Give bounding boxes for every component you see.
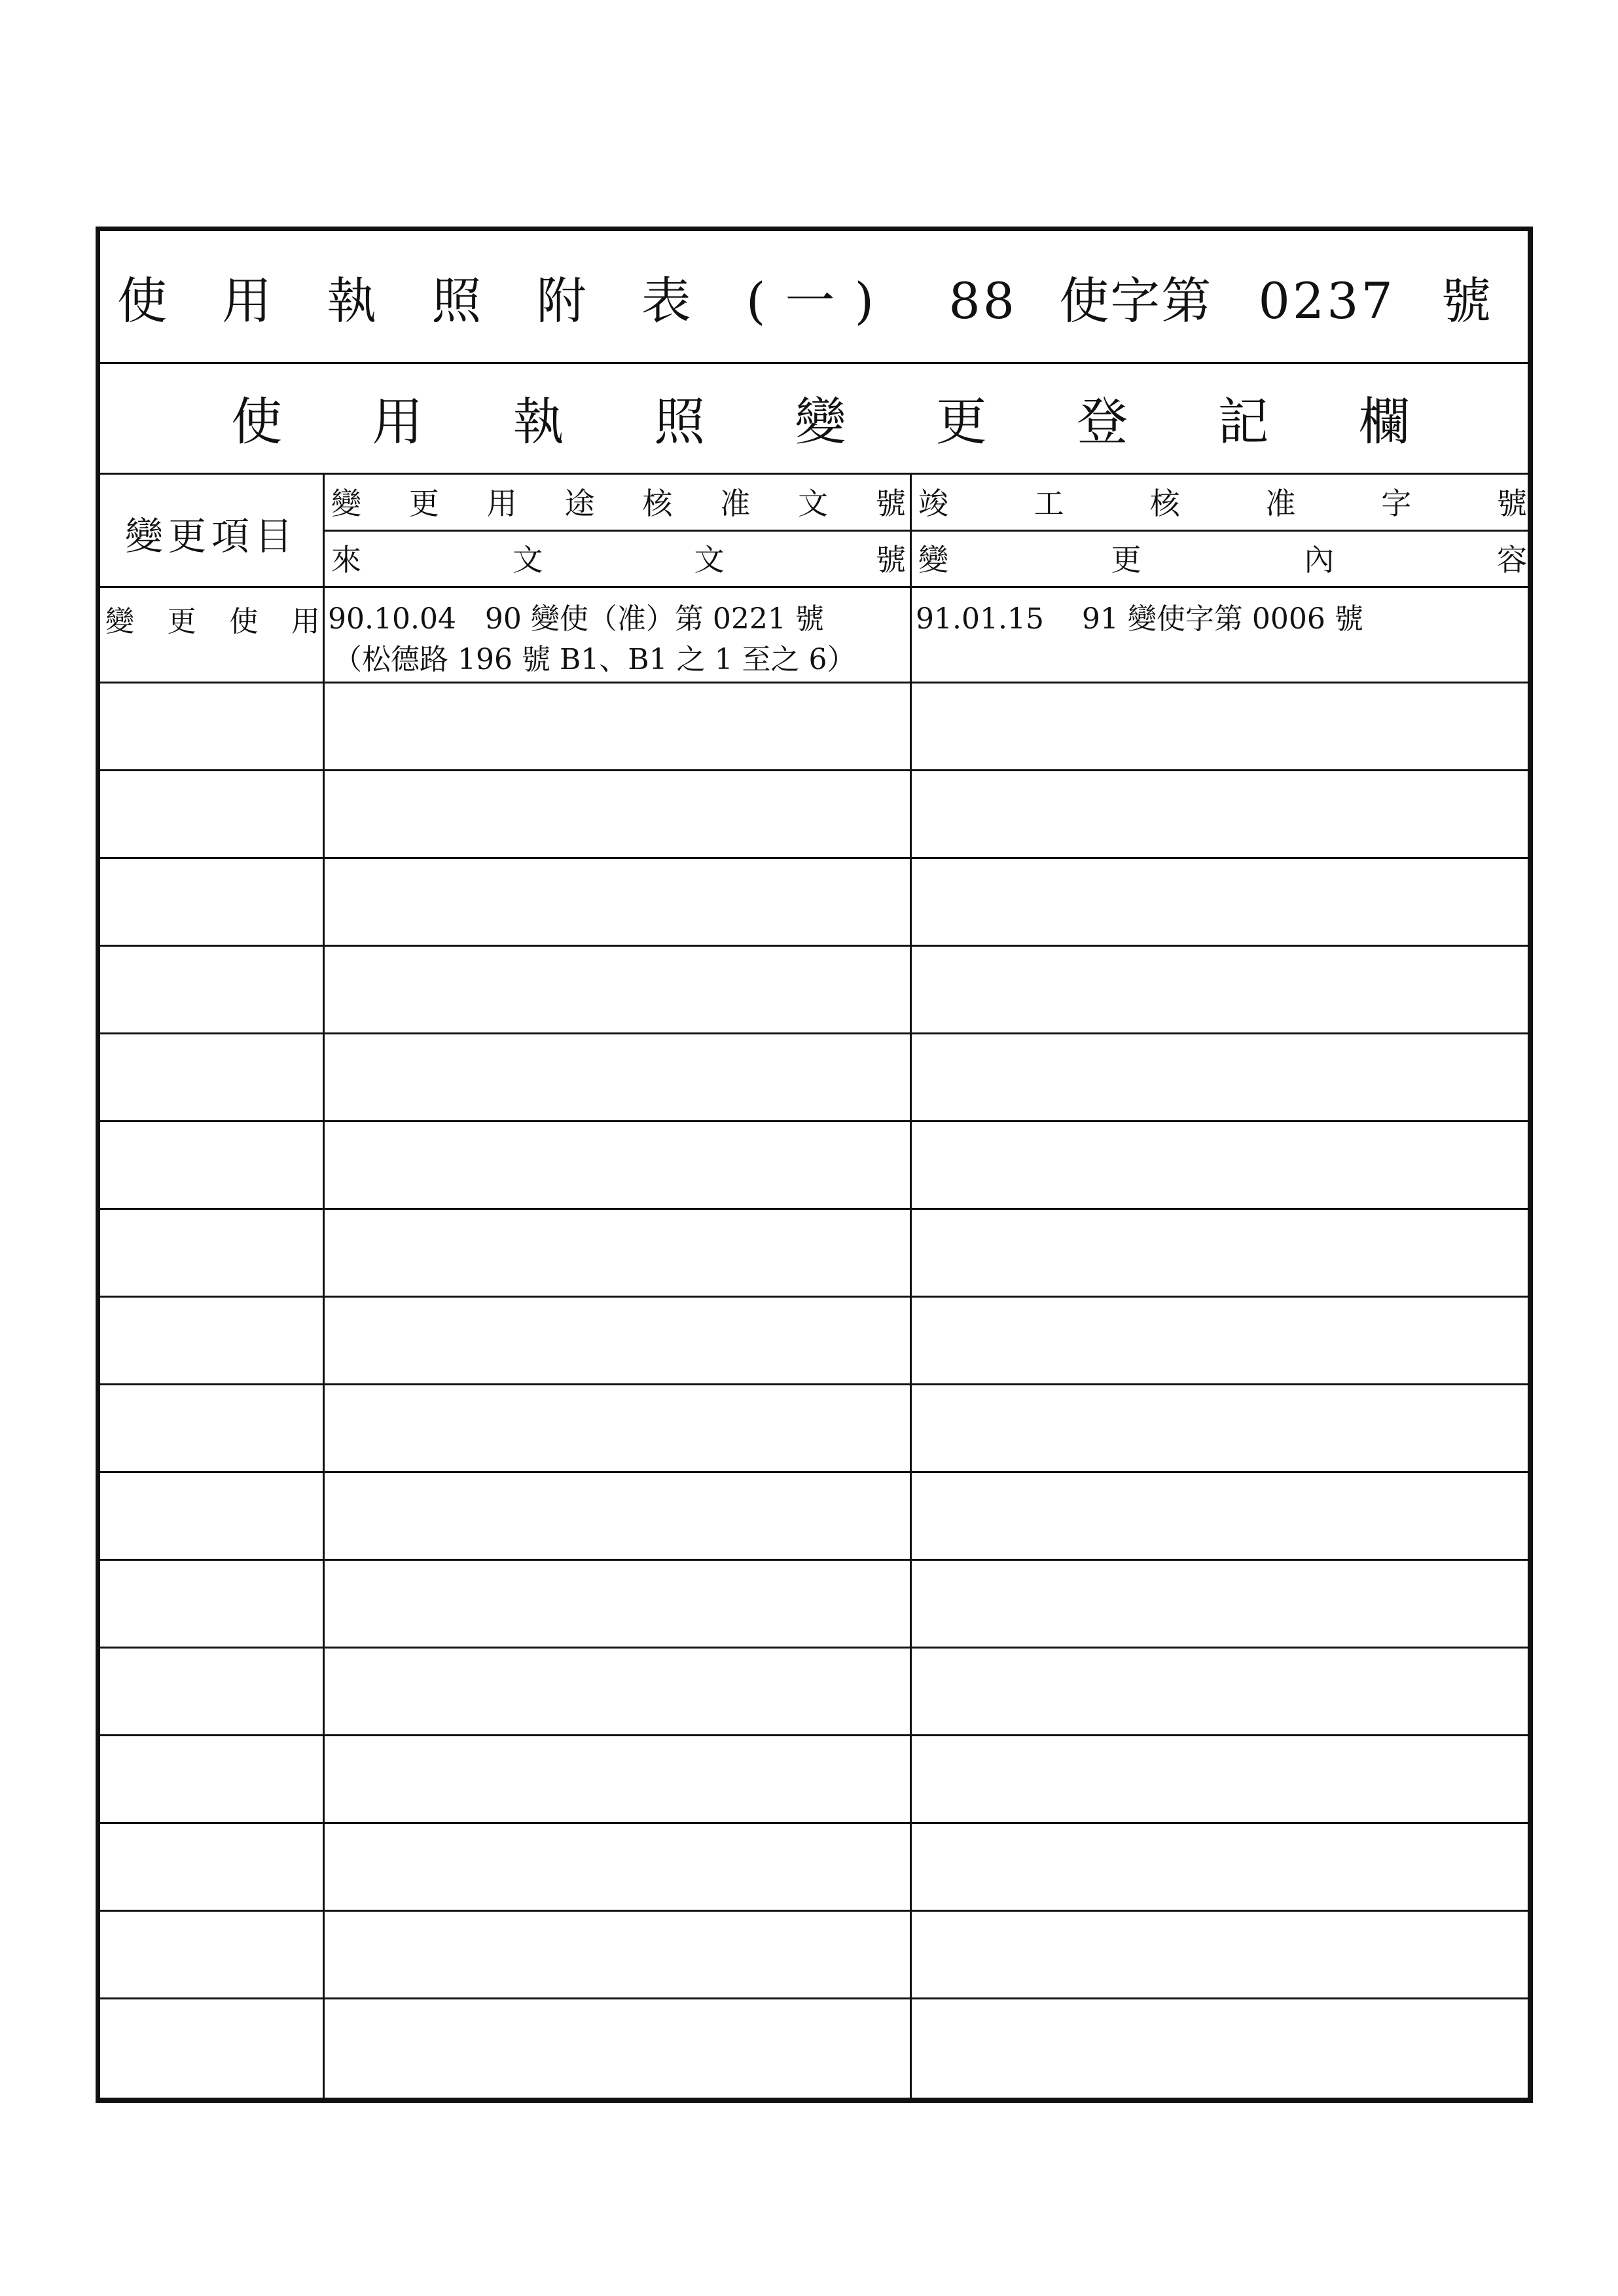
row-divider xyxy=(100,1032,1528,1034)
row-divider xyxy=(100,586,1528,588)
subtitle-char: 執 xyxy=(512,392,564,452)
table-row-item: 變 更 使 用 xyxy=(105,605,320,638)
subtitle-char: 變 xyxy=(795,392,846,452)
page-title xyxy=(117,261,1511,333)
row-divider xyxy=(100,682,1528,683)
row-divider xyxy=(100,1822,1528,1824)
row-divider xyxy=(100,1296,1528,1298)
subtitle-char: 更 xyxy=(935,392,987,452)
row-divider xyxy=(100,1910,1528,1912)
form-title-row xyxy=(100,231,1528,364)
completion-approval-number: 91.01.15 91 變使字第 0006 號 xyxy=(916,602,1363,636)
row-divider xyxy=(100,1997,1528,1999)
row-divider xyxy=(100,1559,1528,1561)
form-subtitle xyxy=(100,362,1528,475)
title-number: 88 xyxy=(948,271,1018,330)
row-divider xyxy=(100,857,1528,859)
row-divider xyxy=(100,769,1528,771)
title-end: 號 xyxy=(1441,271,1511,330)
row-divider xyxy=(100,1383,1528,1385)
approval-doc-header: 變 更 用 途 核 准 文 號 xyxy=(331,486,906,521)
amendment-content-header: 變 更 內 容 xyxy=(918,542,1527,577)
row-divider xyxy=(100,1647,1528,1649)
approval-doc-line: 90.10.04 90 變使（准）第 0221 號 xyxy=(328,602,824,636)
approval-doc-address: （松德路 196 號 B1、B1 之 1 至之 6） xyxy=(333,643,856,676)
header-divider xyxy=(323,530,1528,532)
title-suffix: 使字第 xyxy=(1059,271,1213,330)
column-divider xyxy=(323,475,325,2098)
title-serial: 0237 xyxy=(1258,271,1395,330)
incoming-doc-header: 來 文 文 號 xyxy=(331,542,906,577)
subtitle-char: 使 xyxy=(231,392,283,452)
usage-permit-form xyxy=(96,227,1533,2103)
title-prefix: 使 用 執 照 附 表 (一) xyxy=(117,271,894,330)
subtitle-char: 登 xyxy=(1077,392,1128,452)
amendment-table xyxy=(100,475,1528,2098)
subtitle-char: 用 xyxy=(372,392,423,452)
item-column-header: 變更項目 xyxy=(124,514,298,558)
row-divider xyxy=(100,1734,1528,1736)
row-divider xyxy=(100,945,1528,947)
completion-approval-header: 竣 工 核 准 字 號 xyxy=(918,486,1527,521)
row-divider xyxy=(100,1120,1528,1122)
subtitle-char: 照 xyxy=(654,392,706,452)
subtitle-char: 記 xyxy=(1217,392,1269,452)
row-divider xyxy=(100,1208,1528,1210)
column-divider xyxy=(910,475,912,2098)
subtitle-char: 欄 xyxy=(1358,392,1410,452)
row-divider xyxy=(100,1471,1528,1473)
